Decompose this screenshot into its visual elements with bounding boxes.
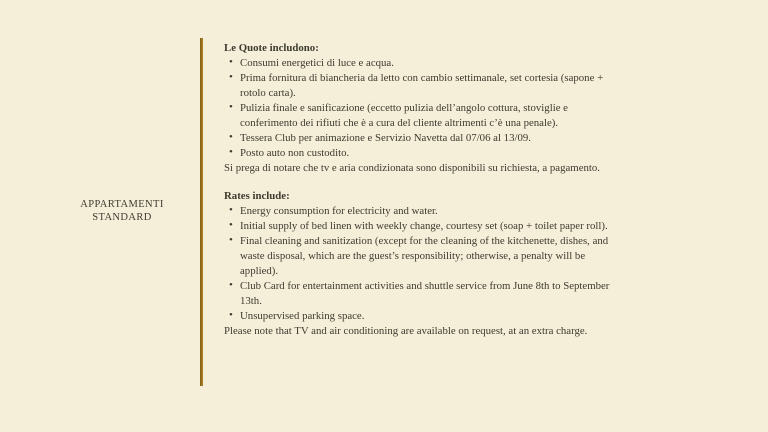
- list-item: • Tessera Club per animazione e Servizio Navetta dal 07/06 al 13/09.: [224, 131, 616, 146]
- category-label-line2: STANDARD: [92, 211, 152, 223]
- list-item: • Prima fornitura di biancheria da letto con cambio settimanale, set cortesia (sapone + rotolo carta).: [224, 71, 616, 101]
- bullet-list-english: [224, 204, 616, 324]
- section-heading-english: Rates include:: [224, 190, 290, 202]
- section-heading-italian: Le Quote includono:: [224, 42, 319, 54]
- section-note-italian: Si prega di notare che tv e aria condizionata sono disponibili su richiesta, a pagamento.: [224, 162, 600, 174]
- list-item: • Unsupervised parking space.: [224, 309, 616, 324]
- category-label-line1: APPARTAMENTI: [80, 199, 164, 210]
- list-item: • Pulizia finale e sanificazione (eccetto pulizia dell’angolo cottura, stoviglie e conferimento dei rifiuti che è a cura del cliente altrimenti c’è una penale).: [224, 101, 616, 131]
- list-item: • Posto auto non custodito.: [224, 146, 616, 161]
- category-label: [40, 199, 204, 224]
- list-item: • Initial supply of bed linen with weekly change, courtesy set (soap + toilet paper roll).: [224, 219, 616, 234]
- section-rates-italian: [224, 41, 616, 176]
- section-note-english: Please note that TV and air conditioning are available on request, at an extra charge.: [224, 325, 588, 337]
- vertical-divider: [200, 38, 203, 386]
- list-item: • Club Card for entertainment activities and shuttle service from June 8th to September 13th.: [224, 279, 616, 309]
- bullet-list-italian: [224, 56, 616, 161]
- list-item: • Final cleaning and sanitization (except for the cleaning of the kitchenette, dishes, and waste disposal, which are the guest’s responsibility; otherwise, a penalty will be applied).: [224, 234, 616, 279]
- content-panel: [224, 41, 616, 339]
- list-item: • Consumi energetici di luce e acqua.: [224, 56, 616, 71]
- section-rates-english: [224, 189, 616, 339]
- list-item: • Energy consumption for electricity and water.: [224, 204, 616, 219]
